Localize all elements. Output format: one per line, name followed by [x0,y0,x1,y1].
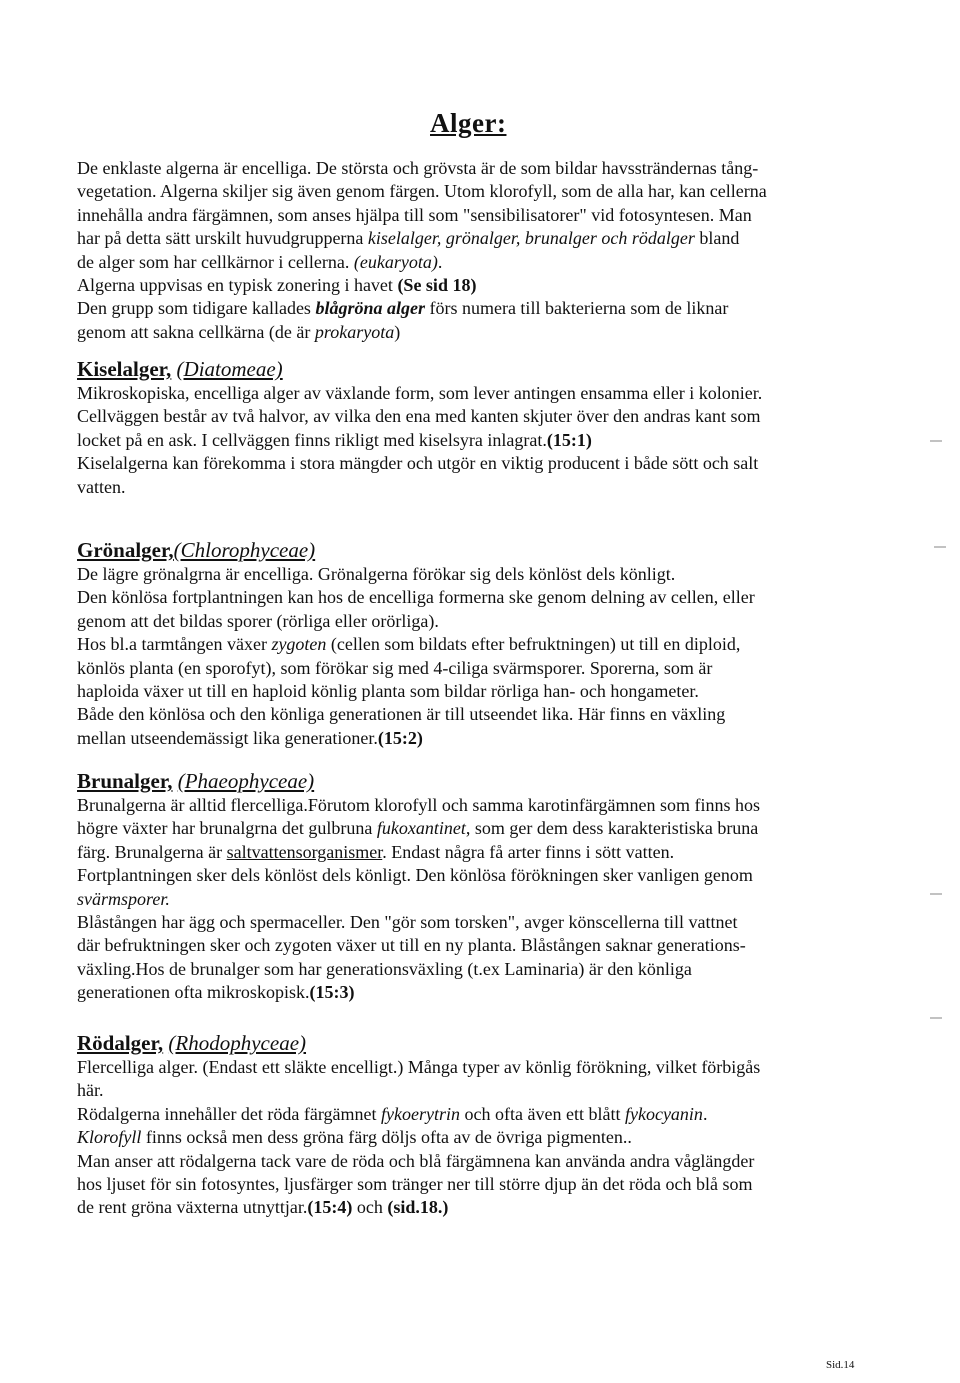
text-line: Cellväggen består av två halvor, av vilka den ena med kanten skjuter över den andras kant som [77,406,761,427]
section-heading: Kiselalger, (Diatomeae) [77,357,283,381]
section-heading: Rödalger, (Rhodophyceae) [77,1031,307,1055]
section-heading: Brunalger, (Phaeophyceae) [77,769,315,793]
text-line: Blåstången har ägg och spermaceller. Den "gör som torsken", avger könscellerna till vattnet [77,912,738,933]
scan-mark [930,893,942,895]
text-line: Flercelliga alger. (Endast ett släkte encelligt.) Många typer av könlig förökning, vilket förbigås [77,1057,761,1077]
text-line: Kiselalgerna kan förekomma i stora mängder och utgör en viktig producent i både sött och salt [77,453,759,474]
figure-reference: (15:4) [307,1197,353,1218]
section-heading: Grönalger,(Chlorophyceae) [77,538,316,562]
text-line: växling.Hos de brunalger som har generationsväxling (t.ex Laminaria) är den könliga [77,958,692,979]
intro-paragraph [77,157,867,344]
text-line: högre växter har brunalgrna det gulbruna fukoxantinet, som ger dem dess karakteristiska bruna [77,818,759,839]
text-line: hos ljuset för sin fotosyntes, ljusfärger som tränger ner till större djup än det röda och blå som [77,1174,753,1195]
algae-groups-term: kiselalger, grönalger, brunalger och rödalger [367,228,695,249]
text-line: De enklaste algerna är encelliga. De största och grövsta är de som bildar havssträndernas tång- [77,158,759,178]
text-line: Brunalgerna är alltid flercelliga.Förutom klorofyll och samma karotinfärgämnen som finns hos [77,795,760,815]
section-rodalger [77,1030,867,1220]
prokaryota-term: prokaryota [314,321,395,342]
section-brunalger [77,768,867,1005]
text-line: könlös planta (en sporofyt), som förökar sig med 4-ciliga svärmsporer. Sporerna, som är [77,657,713,678]
figure-reference: (15:3) [309,982,355,1003]
page-reference: (Se sid 18) [397,275,477,296]
text-line: mellan utseendemässigt lika generationer.(15:2) [77,727,423,748]
text-line: generationen ofta mikroskopisk.(15:3) [77,982,355,1003]
fykoerytrin-term: fykoerytrin [381,1103,461,1124]
section-kiselalger [77,356,867,499]
text-line: svärmsporer. [77,888,170,909]
klorofyll-term: Klorofyll [77,1127,142,1148]
text-line: De lägre grönalgrna är encelliga. Grönalgerna förökar sig dels könlöst dels könligt. [77,564,676,584]
text-line: locket på en ask. I cellväggen finns rikligt med kiselsyra inlagrat.(15:1) [77,429,592,450]
text-line: Den könlösa fortplantningen kan hos de encelliga formerna ske genom delning av cellen, eller [77,587,755,608]
fukoxantin-term: fukoxantinet [376,818,466,839]
figure-reference: (15:1) [546,429,592,450]
scan-mark [934,546,946,548]
text-line: haploida växer ut till en haploid könlig planta som bildar rörliga han- och hongameter. [77,681,699,702]
page-title: Alger: [430,108,507,138]
text-line: Algerna uppvisas en typisk zonering i havet (Se sid 18) [77,275,477,296]
text-line: har på detta sätt urskilt huvudgrupperna kiselalger, grönalger, brunalger och rödalger bland [77,228,740,249]
text-line: Rödalgerna innehåller det röda färgämnet fykoerytrin och ofta även ett blått fykocyanin. [77,1103,708,1124]
page-number: Sid.14 [826,1359,855,1371]
text-line: Man anser att rödalgerna tack vare de röda och blå färgämnena kan använda andra våglängder [77,1150,755,1171]
zygote-term: zygoten [271,634,327,655]
text-line: här. [77,1080,104,1101]
text-line: genom att sakna cellkärna (de är prokaryota) [77,321,401,342]
text-line: de rent gröna växterna utnyttjar.(15:4) och (sid.18.) [77,1197,449,1218]
text-line: de alger som har cellkärnor i cellerna. (eukaryota). [77,251,443,272]
text-line: innehålla andra färgämnen, som anses hjälpa till som "sensibilisatorer" vid fotosyntesen. Man [77,204,752,225]
text-line: Hos bl.a tarmtången växer zygoten (cellen som bildats efter befruktningen) ut till en diploid, [77,634,741,655]
eukaryota-term: (eukaryota) [353,251,438,272]
blue-green-algae-term: blågröna alger [315,298,425,319]
scan-mark [930,440,942,442]
text-line: vegetation. Algerna skiljer sig även genom färgen. Utom klorofyll, som de alla har, kan cellerna [77,181,767,202]
text-line: där befruktningen sker och zygoten växer ut till en ny planta. Blåstången saknar generations- [77,935,746,956]
section-gronalger [77,537,867,750]
figure-reference: (15:2) [377,727,423,748]
text-line: Mikroskopiska, encelliga alger av växlande form, som lever antingen ensamma eller i kolonier. [77,383,763,403]
fykocyanin-term: fykocyanin [624,1103,703,1124]
text-line: färg. Brunalgerna är saltvattensorganismer. Endast några få arter finns i sött vatten. [77,841,675,862]
text-line: Fortplantningen sker dels könlöst dels könligt. Den könlösa förökningen sker vanligen genom [77,865,753,886]
page-reference: (sid.18.) [387,1197,449,1218]
scan-mark [930,1017,942,1019]
text-line: Klorofyll finns också men dess gröna färg döljs ofta av de övriga pigmenten.. [77,1127,632,1148]
text-line: genom att det bildas sporer (rörliga eller orörliga). [77,610,439,631]
saltwater-organisms-term: saltvattensorganismer [226,841,383,862]
text-line: Både den könlösa och den könliga generationen är till utseendet lika. Här finns en växling [77,704,726,725]
text-line: Den grupp som tidigare kallades blågröna alger förs numera till bakterierna som de liknar [77,298,729,319]
text-line: vatten. [77,476,126,497]
